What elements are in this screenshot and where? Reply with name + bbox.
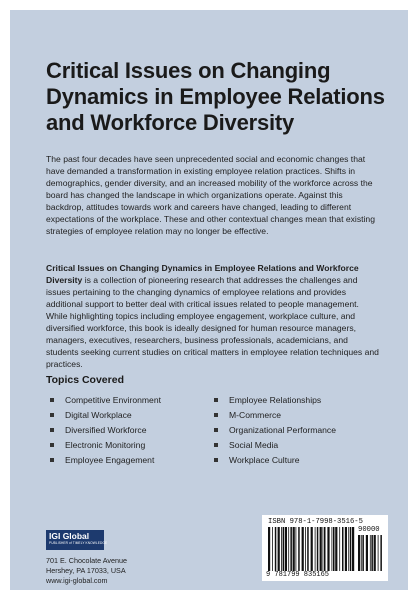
- topic-item: [214, 393, 336, 408]
- barcode-bar: [320, 527, 322, 571]
- topic-label: Electronic Monitoring: [65, 440, 146, 450]
- bullet-icon: [50, 443, 54, 447]
- description-paragraph-1: The past four decades have seen unprecedented social and economic changes that have demanded a transformation in existing employee relation practices. Shifts in demographics, gender diversity, and an increased mobility of the workforce across the board has changed the landscape in which organizations operate. Against this backdrop, attitudes towards work and careers have changed, leading to different expectations of the workplace. These and other contextual changes mean that existing strategies of employee relation may no longer be effective.: [46, 154, 375, 236]
- logo-text: IGI Global: [49, 531, 90, 541]
- barcode-bar: [380, 535, 382, 571]
- isbn-barcode: [262, 515, 388, 581]
- barcode-bar: [288, 527, 289, 571]
- barcode-bar: [332, 527, 333, 571]
- barcode-bar: [281, 527, 282, 571]
- topics-list-right: [214, 393, 336, 468]
- topic-label: Organizational Performance: [229, 425, 336, 435]
- barcode-bar: [296, 527, 297, 571]
- barcode-bar: [283, 527, 285, 571]
- topic-item: [50, 423, 161, 438]
- barcode-bar: [348, 527, 349, 571]
- barcode-bar: [374, 535, 376, 571]
- topic-label: Workplace Culture: [229, 455, 300, 465]
- topics-heading: Topics Covered: [46, 374, 124, 386]
- barcode-bar: [324, 527, 326, 571]
- barcode-bar: [298, 527, 300, 571]
- bullet-icon: [214, 458, 218, 462]
- topic-item: [50, 393, 161, 408]
- topic-item: [50, 408, 161, 423]
- bullet-icon: [50, 413, 54, 417]
- bullet-icon: [214, 398, 218, 402]
- barcode-bar: [272, 527, 273, 571]
- topic-item: [214, 438, 336, 453]
- topic-label: Digital Workplace: [65, 410, 132, 420]
- barcode-bar: [311, 527, 313, 571]
- barcode-bar: [317, 527, 319, 571]
- barcode-bar: [290, 527, 292, 571]
- igi-global-logo: [46, 530, 108, 550]
- topic-item: [50, 453, 161, 468]
- topic-item: [50, 438, 161, 453]
- description-paragraph-2-text: is a collection of pioneering research that addresses the challenges and issues pertaining to the changing dynamics of employee relations and provides additional support to better deal with critical issues related to people management. While highlighting topics including employee engagement, workplace culture, and diversified workforce, this book is ideally designed for human resource managers, managers, executives, researchers, business professionals, academicians, and students seeking current studies on critical matters in employee relation techniques and practices.: [46, 275, 379, 369]
- address-city: Hershey, PA 17033, USA: [46, 566, 126, 575]
- bullet-icon: [214, 413, 218, 417]
- barcode-bar: [333, 527, 335, 571]
- back-cover: [10, 10, 408, 590]
- barcode-bar: [366, 535, 368, 571]
- bullet-icon: [50, 428, 54, 432]
- publisher-address: [46, 556, 127, 586]
- description-paragraph-2: [46, 262, 381, 370]
- logo-tagline: PUBLISHER of TIMELY KNOWLEDGE: [49, 541, 108, 545]
- publisher-block: [46, 530, 127, 586]
- barcode-bar: [342, 527, 344, 571]
- barcode-bar: [315, 527, 316, 571]
- bullet-icon: [214, 443, 218, 447]
- topics-list-left: [50, 393, 161, 468]
- topic-label: Competitive Environment: [65, 395, 162, 405]
- barcode-bar: [285, 527, 287, 571]
- barcode-bar: [352, 527, 354, 571]
- barcode-bar: [345, 527, 347, 571]
- topic-label: Social Media: [229, 440, 279, 450]
- barcode-addon-number: 90000: [358, 526, 380, 534]
- barcode-bar: [339, 527, 340, 571]
- barcode-bar: [362, 535, 364, 571]
- book-title: Critical Issues on Changing Dynamics in Employee Relations and Workforce Diversity: [46, 58, 385, 135]
- barcode-bar: [327, 527, 329, 571]
- topic-label: Diversified Workforce: [65, 425, 147, 435]
- topic-label: M-Commerce: [229, 410, 282, 420]
- barcode-bar: [293, 527, 295, 571]
- barcode-bar: [350, 527, 352, 571]
- publisher-website: www.igi-global.com: [46, 576, 108, 585]
- isbn-number: ISBN 978-1-7998-3516-5: [268, 518, 363, 526]
- ean-number: 9 781799 835165: [266, 571, 330, 579]
- barcode-bar: [370, 535, 371, 571]
- barcode-bar: [335, 527, 337, 571]
- barcode-bar: [378, 535, 379, 571]
- barcode-bar: [361, 535, 362, 571]
- barcode-bar: [268, 527, 270, 571]
- topic-label: Employee Engagement: [65, 455, 155, 465]
- barcode-bar: [305, 527, 306, 571]
- topic-item: [214, 408, 336, 423]
- topic-item: [214, 453, 336, 468]
- bullet-icon: [50, 398, 54, 402]
- barcode-bar: [371, 535, 373, 571]
- barcode-bar: [307, 527, 309, 571]
- barcode-bar: [278, 527, 280, 571]
- topic-item: [214, 423, 336, 438]
- barcode-bar: [275, 527, 277, 571]
- barcode-bar: [323, 527, 324, 571]
- barcode-addon-bars: [358, 535, 382, 571]
- book-title-inline: Critical Issues on Changing Dynamics in Employee Relations and Workforce Diversity: [46, 263, 359, 285]
- bullet-icon: [214, 428, 218, 432]
- address-street: 701 E. Chocolate Avenue: [46, 556, 127, 565]
- topic-label: Employee Relationships: [229, 395, 322, 405]
- barcode-bar: [302, 527, 304, 571]
- bullet-icon: [50, 458, 54, 462]
- barcode-bars: [268, 527, 354, 571]
- barcode-bar: [358, 535, 360, 571]
